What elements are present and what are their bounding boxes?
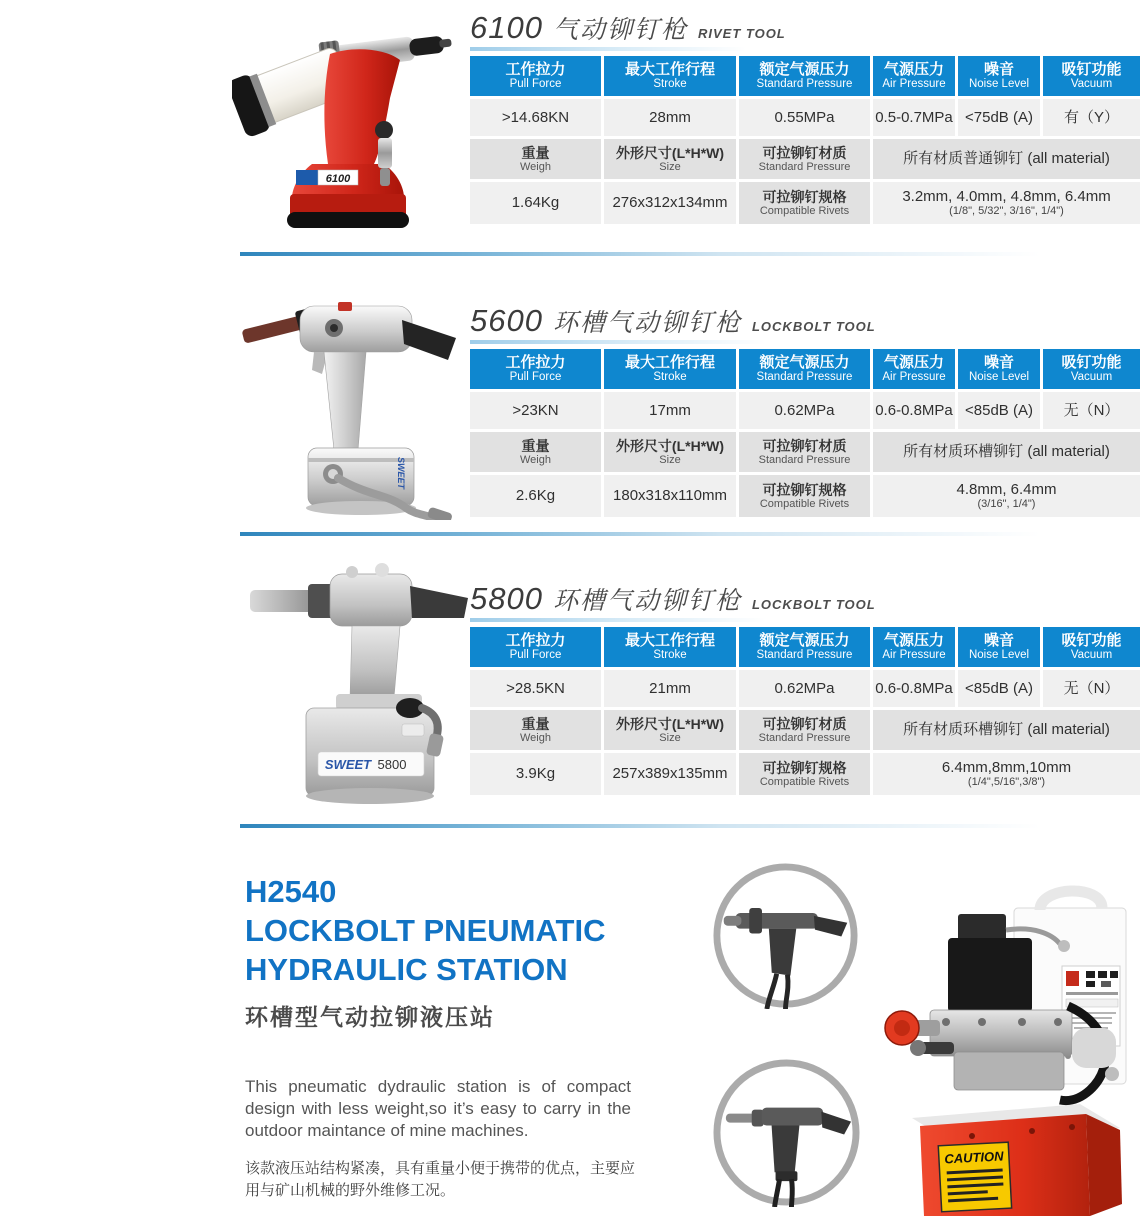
product-name-zh: 气动铆钉枪 — [552, 16, 688, 44]
product-model: 5600 — [470, 303, 543, 338]
label-weight: 重量 Weigh — [470, 139, 601, 179]
h2540-title-line2: HYDRAULIC STATION — [245, 952, 568, 987]
value-rivets: 3.2mm, 4.0mm, 4.8mm, 6.4mm (1/8", 5/32", 3/16", 1/4") — [873, 182, 1140, 224]
spec-vacuum: 无（N） — [1043, 392, 1140, 429]
col-header: 吸钉功能 Vacuum — [1043, 627, 1140, 667]
col-header: 噪音 Noise Level — [958, 349, 1040, 389]
lockbolt-tool-5800-illustration — [232, 556, 470, 806]
product-photo-5800 — [232, 556, 470, 806]
col-header: 气源压力 Air Pressure — [873, 56, 955, 96]
product-name-en: LOCKBOLT TOOL — [751, 319, 876, 334]
spec-table-5800 — [470, 627, 1140, 795]
label-weight: 重量 Weigh — [470, 432, 601, 472]
title-underline — [470, 340, 766, 344]
label-rivets: 可拉铆钉规格 Compatible Rivets — [739, 753, 870, 795]
h2540-title-line1: LOCKBOLT PNEUMATIC — [245, 913, 606, 948]
spec-standard-pressure: 0.62MPa — [739, 392, 870, 429]
product-photo-5600 — [238, 282, 456, 520]
product-photo-6100 — [232, 2, 454, 228]
value-weight: 2.6Kg — [470, 475, 601, 517]
col-header: 工作拉力 Pull Force — [470, 349, 601, 389]
col-header: 额定气源压力 Standard Pressure — [739, 627, 870, 667]
h2540-description-en: This pneumatic dydraulic station is of compact design with less weight,so it’s easy to carry in the outdoor maintance of mine machines. — [245, 1077, 631, 1141]
col-header: 气源压力 Air Pressure — [873, 349, 955, 389]
label-rivets: 可拉铆钉规格 Compatible Rivets — [739, 475, 870, 517]
spec-air-pressure: 0.5-0.7MPa — [873, 99, 955, 136]
spec-vacuum: 无（N） — [1043, 670, 1140, 707]
caution-label — [938, 1142, 1011, 1212]
col-header: 气源压力 Air Pressure — [873, 627, 955, 667]
h2540-subtitle-zh: 环槽型气动拉铆液压站 — [245, 1004, 495, 1030]
tool-head-inset-top — [712, 862, 859, 1009]
product-title-6100 — [470, 10, 786, 46]
spec-table-5600 — [470, 349, 1140, 517]
section-separator — [240, 824, 1040, 828]
product-title-5800 — [470, 581, 876, 617]
product-model: 5800 — [470, 581, 543, 616]
label-material: 可拉铆钉材质 Standard Pressure — [739, 710, 870, 750]
value-weight: 3.9Kg — [470, 753, 601, 795]
col-header: 噪音 Noise Level — [958, 627, 1040, 667]
product-name-zh: 环槽气动铆钉枪 — [552, 587, 742, 615]
section-separator — [240, 532, 1040, 536]
value-material: 所有材质环槽铆钉 (all material) — [873, 432, 1140, 472]
spec-stroke: 17mm — [604, 392, 736, 429]
spec-pull-force: >14.68KN — [470, 99, 601, 136]
product-name-en: LOCKBOLT TOOL — [751, 597, 876, 612]
spec-air-pressure: 0.6-0.8MPa — [873, 392, 955, 429]
svg-text:CAUTION: CAUTION — [943, 1148, 1004, 1167]
value-size: 180x318x110mm — [604, 475, 736, 517]
svg-text:5800: 5800 — [377, 757, 407, 772]
label-weight: 重量 Weigh — [470, 710, 601, 750]
spec-stroke: 28mm — [604, 99, 736, 136]
product-name-en: RIVET TOOL — [697, 26, 786, 41]
tool-model-label — [318, 752, 424, 776]
hydraulic-station-illustration — [862, 878, 1140, 1219]
col-header: 吸钉功能 Vacuum — [1043, 56, 1140, 96]
col-header: 额定气源压力 Standard Pressure — [739, 349, 870, 389]
spec-pull-force: >23KN — [470, 392, 601, 429]
spec-vacuum: 有（Y） — [1043, 99, 1140, 136]
spec-air-pressure: 0.6-0.8MPa — [873, 670, 955, 707]
spec-noise: <85dB (A) — [958, 392, 1040, 429]
col-header: 最大工作行程 Stroke — [604, 56, 736, 96]
lockbolt-tool-5600-illustration — [238, 282, 456, 520]
h2540-block — [245, 872, 655, 1202]
spec-table-6100 — [470, 56, 1140, 224]
value-weight: 1.64Kg — [470, 182, 601, 224]
tool-head-illustration — [712, 1058, 861, 1207]
spec-noise: <75dB (A) — [958, 99, 1040, 136]
col-header: 工作拉力 Pull Force — [470, 56, 601, 96]
label-rivets: 可拉铆钉规格 Compatible Rivets — [739, 182, 870, 224]
tool-head-illustration — [712, 862, 859, 1009]
col-header: 噪音 Noise Level — [958, 56, 1040, 96]
h2540-model: H2540 — [245, 874, 337, 909]
spec-noise: <85dB (A) — [958, 670, 1040, 707]
tool-model-label — [296, 170, 358, 185]
spec-standard-pressure: 0.55MPa — [739, 99, 870, 136]
value-rivets: 4.8mm, 6.4mm (3/16", 1/4") — [873, 475, 1140, 517]
h2540-description-zh: 该款液压站结构紧凑，具有重量小便于携带的优点，主要应用与矿山机械的野外维修工况。 — [245, 1160, 636, 1200]
svg-text:SWEET: SWEET — [324, 757, 372, 772]
label-size: 外形尺寸(L*H*W) Size — [604, 710, 736, 750]
label-material: 可拉铆钉材质 Standard Pressure — [739, 432, 870, 472]
spec-standard-pressure: 0.62MPa — [739, 670, 870, 707]
spec-pull-force: >28.5KN — [470, 670, 601, 707]
value-size: 257x389x135mm — [604, 753, 736, 795]
spec-stroke: 21mm — [604, 670, 736, 707]
value-size: 276x312x134mm — [604, 182, 736, 224]
col-header: 吸钉功能 Vacuum — [1043, 349, 1140, 389]
col-header: 额定气源压力 Standard Pressure — [739, 56, 870, 96]
rivet-tool-6100-illustration — [232, 2, 454, 228]
value-rivets: 6.4mm,8mm,10mm (1/4",5/16",3/8") — [873, 753, 1140, 795]
label-size: 外形尺寸(L*H*W) Size — [604, 432, 736, 472]
col-header: 工作拉力 Pull Force — [470, 627, 601, 667]
svg-text:6100: 6100 — [325, 173, 351, 185]
product-title-5600 — [470, 303, 876, 339]
col-header: 最大工作行程 Stroke — [604, 349, 736, 389]
col-header: 最大工作行程 Stroke — [604, 627, 736, 667]
hydraulic-station-photo — [862, 878, 1140, 1224]
value-material: 所有材质普通铆钉 (all material) — [873, 139, 1140, 179]
tool-brand-label: SWEET — [396, 457, 406, 490]
value-material: 所有材质环槽铆钉 (all material) — [873, 710, 1140, 750]
product-model: 6100 — [470, 10, 543, 45]
title-underline — [470, 47, 746, 51]
tool-head-inset-bottom — [712, 1058, 861, 1207]
product-name-zh: 环槽气动铆钉枪 — [552, 309, 742, 337]
title-underline — [470, 618, 766, 622]
section-separator — [240, 252, 1040, 256]
label-size: 外形尺寸(L*H*W) Size — [604, 139, 736, 179]
label-material: 可拉铆钉材质 Standard Pressure — [739, 139, 870, 179]
